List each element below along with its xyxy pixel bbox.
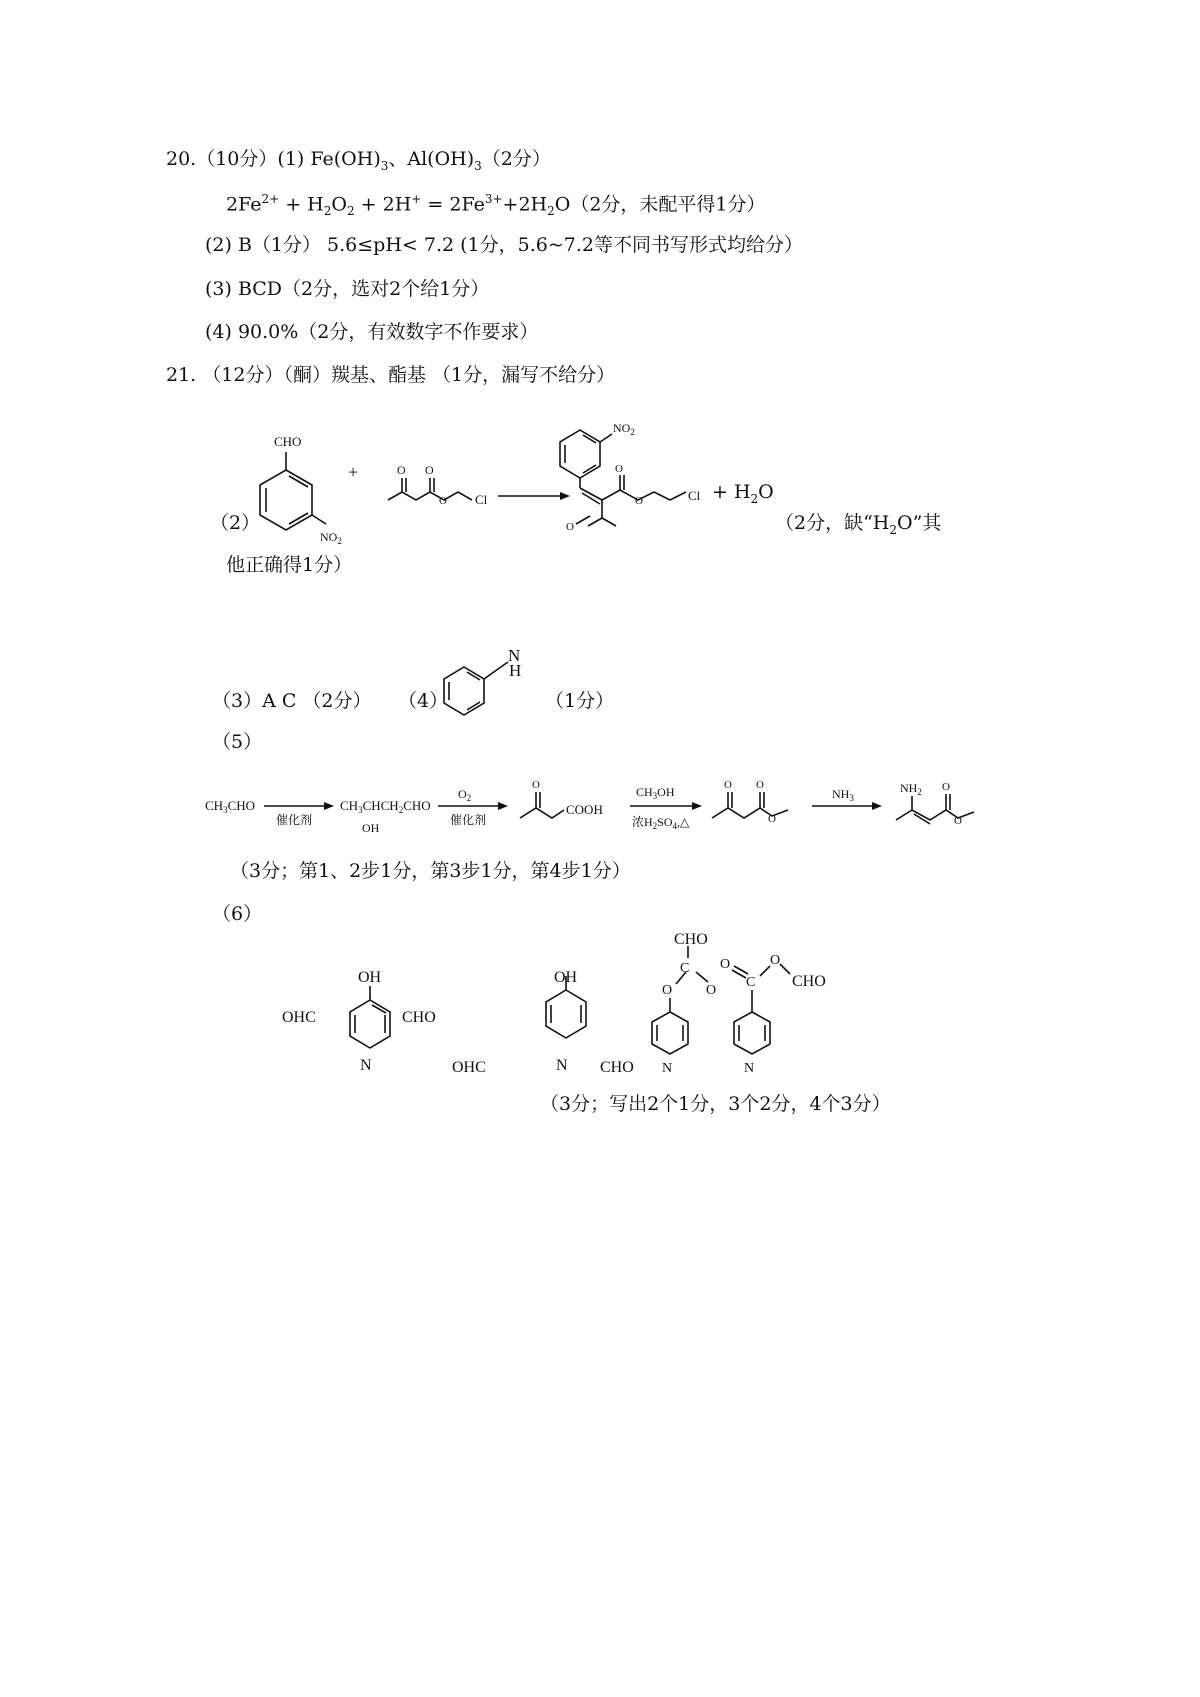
o-label: O [662,983,673,998]
q20-part4: (4) 90.0%（2分，有效数字不作要求） [205,321,539,343]
q21-part2-note-a: （2分，缺“$H_2O$”其 [775,512,942,537]
cho-label: CHO [792,973,826,990]
ch3oh-label: $CH_3OH$ [636,785,675,801]
q21-score: （12分） [202,364,284,386]
nh2-label: $NH_2$ [900,781,922,797]
ohc-label: OHC [282,1009,316,1026]
q21-part2-note-b: 他正确得1分） [226,554,353,576]
isomer-2-structure [452,969,634,1076]
n-label: N [662,1061,673,1076]
q21-part5-note: （3分；第1、2步1分，第3步1分，第4步1分） [230,860,631,882]
o-label: O [954,815,962,827]
c-label: C [680,961,690,976]
cl-label: Cl [688,488,701,503]
cho-label: CHO [402,1009,436,1026]
m-nitrobenzaldehyde-structure [260,434,342,546]
n-label: N [360,1057,372,1074]
cho-label: CHO [674,931,708,948]
oh-label: OH [362,821,380,835]
q21-part5-label: （5） [212,731,263,753]
n-label: N [508,646,521,665]
aldol-product-label: $CH_3CHCH_2CHO$ [340,798,431,815]
q21-part6-isomers [280,930,880,1090]
q20-score: （10分） [196,148,278,170]
h-label: H [509,661,522,680]
o-label: O [439,495,447,507]
o-label: O [756,779,764,791]
conc-h2so4-label: 浓$H_2SO_4,\triangle$ [632,815,690,831]
o2-label: $O_2$ [458,787,472,803]
q20-part1-answer: $Fe(OH)_3$、$Al(OH)_3(2$分） [310,148,551,173]
cho-label: CHO [274,434,302,449]
cho-label: CHO [600,1059,634,1076]
o-label: O [720,957,731,972]
q20-header [166,150,551,172]
q21-part2-reaction [230,420,790,550]
product-structure [560,421,701,533]
isomer-1-structure [282,969,436,1074]
q21-part6-note: （3分；写出2个1分，3个2分，4个3分） [540,1093,891,1115]
cl-label: Cl [475,492,488,507]
no2-label: $NO_2$ [320,530,342,546]
o-label: O [724,779,732,791]
q21-part1: （酮）羰基、酯基 （1分，漏写不给分） [283,364,616,386]
o-label: O [532,779,540,791]
o-label: O [635,495,643,507]
plus-sign: + [348,462,359,482]
q21-header [166,366,615,385]
o-label: O [768,813,776,825]
q20-number: 20. [166,148,197,170]
q21-number: 21. [166,364,197,386]
catalyst-label: 催化剂 [450,813,487,827]
q20-part1-equation: $2Fe^{2+} + H_2O_2 + 2H^+ = 2Fe^{3+}+2H_2O(2$分，未配平得1分） [226,192,766,219]
no2-label: $NO_2$ [613,421,635,437]
c-label: C [746,975,756,990]
n-label: N [556,1057,568,1074]
catalyst-label: 催化剂 [276,813,313,827]
o-label: O [425,463,434,477]
o-label: O [770,953,781,968]
o-label: O [615,463,623,475]
cooh-label: COOH [566,802,603,817]
isomer-4-structure [720,953,826,1076]
chloroethyl-acetoacetate-structure [388,463,488,507]
ch3cho-label: $CH_3CHO$ [205,798,256,815]
o-label: O [566,521,574,533]
q20-part2: (2) B（1分） 5.6≤pH< 7.2 (1分，5.6~7.2等不同书写形式均给分） [205,234,803,256]
q20-part3: (3) BCD（2分，选对2个给1分） [205,278,490,300]
q21-part4-label: （4） [398,690,449,712]
q20-part1-label: (1) [277,148,305,170]
q21-part6-label: （6） [212,903,263,925]
ohc-label: OHC [452,1059,486,1076]
nh3-label: $NH_3$ [832,787,854,803]
q21-part4-score: （1分） [545,690,615,712]
n-label: N [744,1061,755,1076]
oh-label: OH [554,969,578,986]
q21-part5-synthesis-route [200,772,1000,842]
plus-h2o: + $H_2O$ [712,481,774,506]
o-label: O [706,983,717,998]
oh-label: OH [358,969,382,986]
q21-part2-label: （2） [210,512,261,534]
benzylamine-fragment-structure [438,645,538,715]
o-label: O [942,781,950,793]
isomer-3-structure [652,931,716,1076]
o-label: O [397,463,406,477]
q21-part3: （3）A C （2分） [212,690,372,712]
